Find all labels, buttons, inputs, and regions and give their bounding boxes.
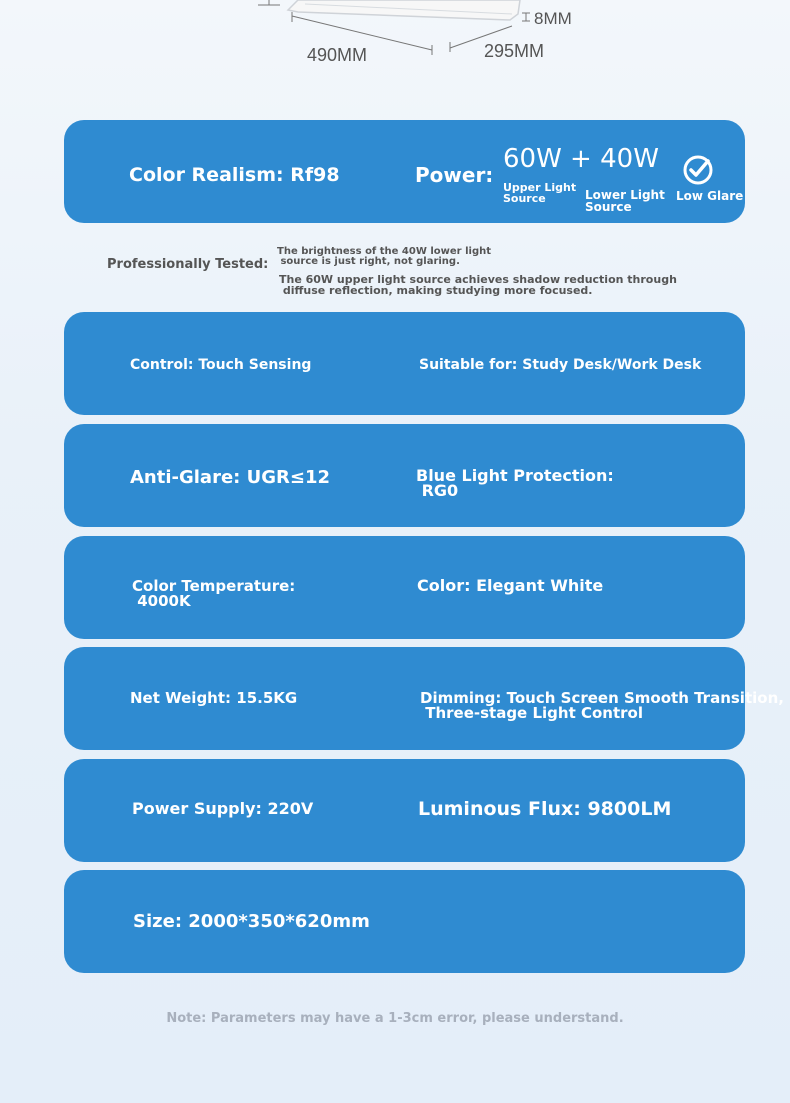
luminous-flux-text: Luminous Flux: 9800LM xyxy=(418,798,672,820)
control-text: Control: Touch Sensing xyxy=(130,357,312,373)
spec-card-glare xyxy=(64,424,745,527)
color-temp-text: Color Temperature: 4000K xyxy=(132,577,296,610)
lower-source-text: Lower Light Source xyxy=(585,188,665,214)
power-supply-text: Power Supply: 220V xyxy=(132,799,314,818)
spec-card-color xyxy=(64,536,745,639)
anti-glare-text: Anti-Glare: UGR≤12 xyxy=(130,467,331,488)
power-label: Power: xyxy=(415,163,494,187)
dimming-text: Dimming: Touch Screen Smooth Transition, Three-stage Light Control xyxy=(420,689,784,722)
tested-label: Professionally Tested: xyxy=(107,257,269,272)
thickness-dimension: 8MM xyxy=(534,9,572,28)
width-dimension: 490MM xyxy=(307,45,368,65)
blue-light-text: Blue Light Protection: RG0 xyxy=(416,466,614,500)
spec-card-color-power xyxy=(64,120,745,223)
tested-note-1: The brightness of the 40W lower light source is just right, not glaring. xyxy=(277,246,492,267)
color-text: Color: Elegant White xyxy=(417,576,604,595)
spec-card-weight xyxy=(64,647,784,750)
size-text: Size: 2000*350*620mm xyxy=(133,911,370,932)
depth-dimension: 295MM xyxy=(484,41,545,61)
color-realism-text: Color Realism: Rf98 xyxy=(129,164,340,186)
low-glare-text: Low Glare xyxy=(676,189,744,203)
net-weight-text: Net Weight: 15.5KG xyxy=(130,689,298,707)
check-icon xyxy=(681,153,715,187)
suitable-text: Suitable for: Study Desk/Work Desk xyxy=(419,357,702,373)
upper-source-text: Upper Light Source xyxy=(503,181,577,205)
spec-card-size xyxy=(64,870,745,973)
power-value: 60W + 40W xyxy=(503,144,659,174)
tested-note-2: The 60W upper light source achieves shadow reduction through diffuse reflection, making studying more focused. xyxy=(279,273,677,297)
footnote: Note: Parameters may have a 1-3cm error, please understand. xyxy=(166,1011,624,1026)
spec-card-control xyxy=(64,312,745,415)
spec-card-power xyxy=(64,759,745,862)
